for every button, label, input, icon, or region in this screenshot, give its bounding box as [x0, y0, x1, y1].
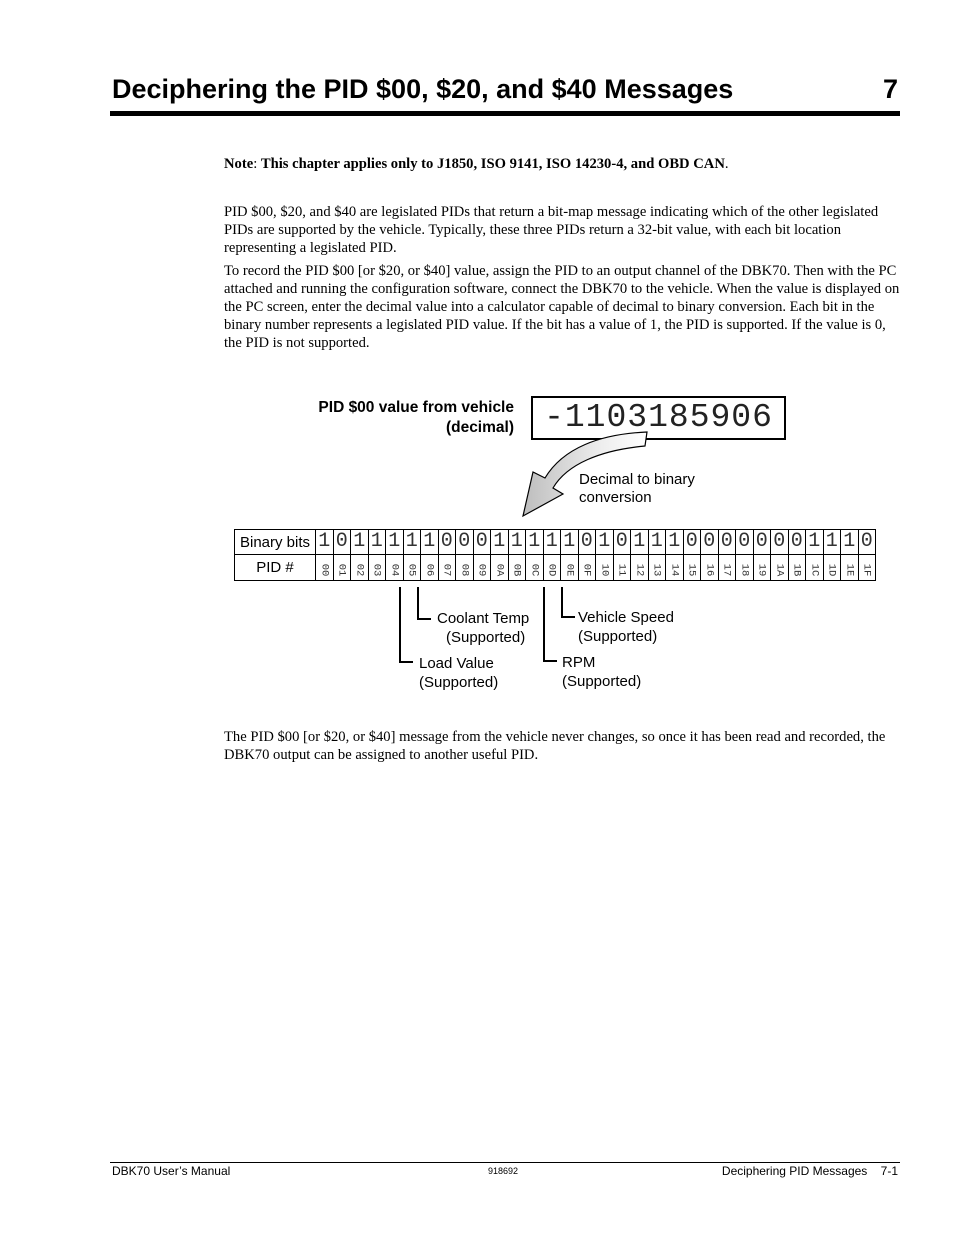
bit-cell: 1	[596, 530, 614, 555]
vehicle-speed-line-tick	[561, 616, 575, 618]
bit-cell: 0	[578, 530, 596, 555]
note-label: Note	[224, 156, 254, 172]
pid-cell	[526, 555, 544, 581]
pid-cell	[333, 555, 351, 581]
pid-cell	[351, 555, 369, 581]
pid-cell	[771, 555, 789, 581]
bit-cell: 1	[421, 530, 439, 555]
pid-cell	[543, 555, 561, 581]
note-text: This chapter applies only to J1850, ISO 9141, ISO 14230-4, and OBD CAN	[260, 156, 725, 172]
pid-cell-label: 1E	[843, 563, 856, 576]
pid-cell-label: 08	[458, 563, 471, 576]
bit-cell: 0	[333, 530, 351, 555]
paragraph-intro: PID $00, $20, and $40 are legislated PIDs that return a bit-map message indicating which of the other legislated PIDs are supported by the vehicle. Typically, these three PIDs return a 32-bit value, with each bit location representing a legislated PID.	[224, 204, 879, 256]
pid-cell-label: 02	[353, 563, 366, 576]
bit-cell: 0	[613, 530, 631, 555]
pid-cell	[456, 555, 474, 581]
vehicle-speed-name: Vehicle Speed	[578, 609, 674, 626]
bit-cell: 0	[858, 530, 876, 555]
bit-cell: 0	[683, 530, 701, 555]
chapter-title: Deciphering the PID $00, $20, and $40 Messages	[112, 74, 734, 104]
rpm-name: RPM	[562, 654, 596, 671]
footer-manual-title: DBK70 User’s Manual	[112, 1164, 231, 1178]
pid-cell	[701, 555, 719, 581]
bit-cell: 0	[771, 530, 789, 555]
pid-cell	[316, 555, 334, 581]
pid-cell	[736, 555, 754, 581]
pid-cell	[578, 555, 596, 581]
pid-cell	[596, 555, 614, 581]
bit-cell: 1	[351, 530, 369, 555]
bit-cell: 0	[456, 530, 474, 555]
pid-cell-label: 11	[615, 563, 628, 576]
pid-cell	[841, 555, 859, 581]
bit-map-table	[234, 529, 876, 581]
bit-cell: 1	[386, 530, 404, 555]
pid-cell-label: 04	[388, 563, 401, 576]
pid-cell-label: 19	[755, 563, 768, 576]
binary-bits-row	[235, 530, 876, 555]
pid-cell-label: 01	[335, 563, 348, 576]
footer-rule	[110, 1162, 900, 1163]
pid-cell	[823, 555, 841, 581]
bit-cell: 0	[473, 530, 491, 555]
pid-cell-label: 00	[318, 563, 331, 576]
bit-cell: 0	[736, 530, 754, 555]
chapter-number: 7	[882, 74, 898, 104]
vehicle-speed-line	[561, 587, 563, 618]
pid-cell	[806, 555, 824, 581]
bit-cell: 1	[631, 530, 649, 555]
pid-cell-label: 0A	[493, 563, 506, 576]
note: Note: This chapter applies only to J1850, ISO 9141, ISO 14230-4, and OBD CAN.	[224, 156, 729, 172]
pid-cell-label: 14	[668, 563, 681, 576]
pid-cell-label: 1B	[790, 563, 803, 576]
coolant-callout	[437, 609, 529, 647]
bit-cell: 1	[491, 530, 509, 555]
coolant-line	[417, 587, 419, 620]
footer-doc-number: 918692	[488, 1166, 519, 1176]
pid-cell-label: 1C	[808, 563, 821, 576]
bit-cell: 1	[841, 530, 859, 555]
paragraph-closing: The PID $00 [or $20, or $40] message from the vehicle never changes, so once it has been read and recorded, the DBK70 output can be assigned to another useful PID.	[224, 729, 886, 763]
pid-cell-label: 0B	[510, 563, 523, 576]
pid-cell	[508, 555, 526, 581]
load-value-status: (Supported)	[419, 674, 499, 691]
bit-cell: 0	[788, 530, 806, 555]
pid-cell-label: 16	[703, 563, 716, 576]
bit-cell: 1	[806, 530, 824, 555]
value-label	[250, 398, 514, 438]
pid-cell-label: 09	[475, 563, 488, 576]
footer-page-info: Deciphering PID Messages 7-1	[721, 1164, 898, 1178]
header-rule	[110, 111, 900, 116]
vehicle-speed-callout	[578, 608, 674, 646]
bit-cell: 1	[316, 530, 334, 555]
pid-cell-label: 18	[738, 563, 751, 576]
binary-bits-header: Binary bits	[235, 530, 316, 555]
bit-cell: 1	[508, 530, 526, 555]
pid-cell-label: 1D	[825, 563, 838, 576]
pid-cell	[403, 555, 421, 581]
coolant-name: Coolant Temp	[437, 610, 530, 627]
bit-cell: 1	[666, 530, 684, 555]
pid-cell-label: 0C	[528, 563, 541, 576]
rpm-line	[543, 587, 545, 662]
bit-cell: 1	[823, 530, 841, 555]
pid-row	[235, 555, 876, 581]
pid-cell-label: 07	[440, 563, 453, 576]
bit-cell: 0	[753, 530, 771, 555]
bit-cell: 1	[368, 530, 386, 555]
load-value-line	[399, 587, 401, 663]
pid-cell	[788, 555, 806, 581]
decimal-value-display: -1103185906	[531, 396, 786, 440]
pid-cell	[666, 555, 684, 581]
vehicle-speed-status: (Supported)	[578, 628, 658, 645]
pid-cell	[683, 555, 701, 581]
conversion-label	[579, 471, 695, 507]
value-label-line1: PID $00 value from vehicle	[318, 399, 514, 416]
bit-cell: 1	[403, 530, 421, 555]
pid-cell-label: 10	[598, 563, 611, 576]
pid-cell	[473, 555, 491, 581]
pid-cell-label: 0F	[580, 563, 593, 576]
pid-cell-label: 17	[720, 563, 733, 576]
rpm-line-tick	[543, 660, 557, 662]
pid-cell-label: 12	[633, 563, 646, 576]
bit-cell: 0	[701, 530, 719, 555]
coolant-line-tick	[417, 618, 431, 620]
pid-cell-label: 13	[650, 563, 663, 576]
pid-cell	[753, 555, 771, 581]
pid-cell-label: 15	[685, 563, 698, 576]
rpm-callout	[562, 653, 641, 691]
pid-cell	[718, 555, 736, 581]
pid-cell	[858, 555, 876, 581]
load-value-line-tick	[399, 661, 413, 663]
conversion-label-line1: Decimal to binary	[579, 471, 695, 488]
pid-cell	[368, 555, 386, 581]
pid-header: PID #	[235, 555, 316, 581]
pid-cell	[438, 555, 456, 581]
pid-cell-label: 0D	[545, 563, 558, 576]
pid-cell	[386, 555, 404, 581]
pid-cell-label: 1F	[860, 563, 873, 576]
pid-cell-label: 05	[405, 563, 418, 576]
load-value-name: Load Value	[419, 655, 494, 672]
bit-cell: 0	[718, 530, 736, 555]
bit-cell: 0	[438, 530, 456, 555]
paragraph-procedure: To record the PID $00 [or $20, or $40] value, assign the PID to an output channel of the DBK70. Then with the PC attached and running the configuration software, connect the DBK70 to the vehicle. When the value is displayed on the PC screen, enter the decimal value into a calculator capable of decimal to binary conversion. Each bit in the binary number represents a legislated PID value. If the bit has a value of 1, the PID is supported. If the value is 0, the PID is not supported.	[224, 263, 900, 351]
pid-cell	[491, 555, 509, 581]
pid-cell	[648, 555, 666, 581]
pid-cell-label: 1A	[773, 563, 786, 576]
rpm-status: (Supported)	[562, 673, 642, 690]
coolant-status: (Supported)	[446, 629, 526, 646]
bit-cell: 1	[648, 530, 666, 555]
pid-cell-label: 06	[423, 563, 436, 576]
pid-cell-label: 03	[370, 563, 383, 576]
value-label-line2: (decimal)	[445, 419, 514, 436]
bit-cell: 1	[561, 530, 579, 555]
pid-cell-label: 0E	[563, 563, 576, 576]
conversion-label-line2: conversion	[579, 489, 652, 506]
pid-cell	[631, 555, 649, 581]
bit-cell: 1	[526, 530, 544, 555]
load-value-callout	[419, 654, 498, 692]
bit-cell: 1	[543, 530, 561, 555]
pid-cell	[561, 555, 579, 581]
pid-cell	[421, 555, 439, 581]
pid-cell	[613, 555, 631, 581]
